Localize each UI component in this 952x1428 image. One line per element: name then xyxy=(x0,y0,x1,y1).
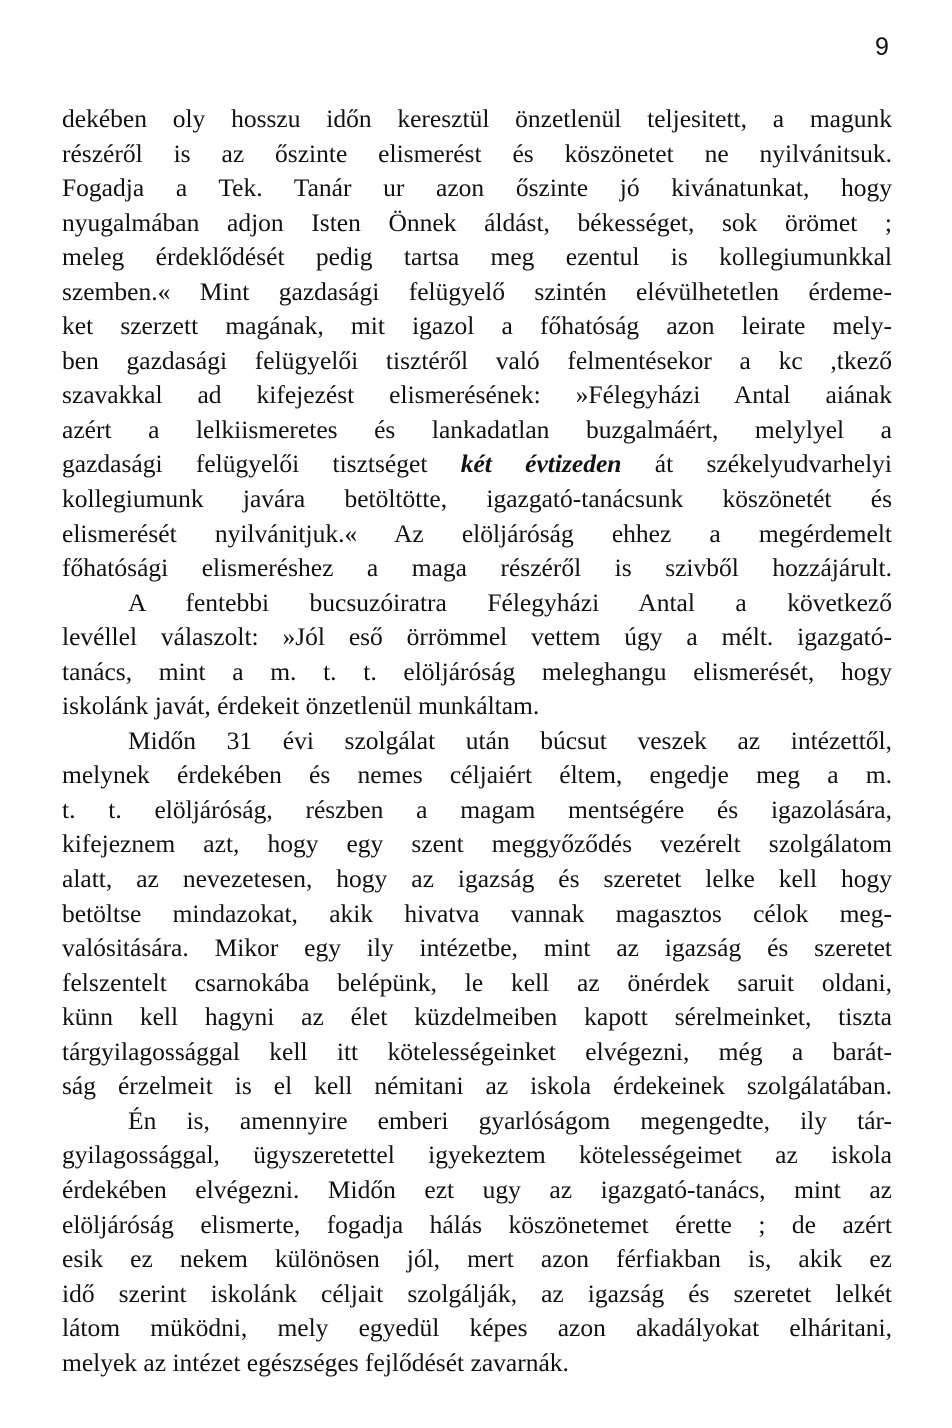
text-line: gyilagossággal, ügyszeretettel igyekeztem kötelességeimet az iskola xyxy=(62,1140,892,1170)
text-line: felszentelt csarnokába belépünk, le kell az önérdek saruit oldani, xyxy=(62,967,892,997)
text-line: ket szerzett magának, mit igazol a főhatóság azon leirate mely- xyxy=(62,311,892,341)
text-line: alatt, az nevezetesen, hogy az igazság és szeretet lelke kell hogy xyxy=(62,864,892,894)
text-line: meleg érdeklődését pedig tartsa meg ezentul is kollegiumunkkal xyxy=(62,242,892,272)
text-line xyxy=(62,447,892,482)
text-line: szemben.« Mint gazdasági felügyelő szintén elévülhetetlen érdeme- xyxy=(62,276,892,306)
text-line: kollegiumunk javára betöltötte, igazgató-tanácsunk köszönetét és xyxy=(62,484,892,514)
text-line: elöljáróság elismerte, fogadja hálás köszönetemet érette ; de azért xyxy=(62,1209,892,1239)
text-line: melynek érdekében és nemes céljaiért éltem, engedje meg a m. xyxy=(62,760,892,790)
text-line: főhatósági elismeréshez a maga részéről is szivből hozzájárult. xyxy=(62,553,892,583)
text-line: Fogadja a Tek. Tanár ur azon őszinte jó kivánatunkat, hogy xyxy=(62,173,892,203)
text-line: nyugalmában adjon Isten Önnek áldást, békességet, sok örömet ; xyxy=(62,207,892,237)
text-line: részéről is az őszinte elismerést és köszönetet ne nyilvánitsuk. xyxy=(62,138,892,168)
text-line: látom müködni, mely egyedül képes azon akadályokat elháritani, xyxy=(62,1313,892,1343)
text-line: idő szerint iskolánk céljait szolgálják, az igazság és szeretet lelkét xyxy=(62,1278,892,1308)
text-line: dekében oly hosszu időn keresztül önzetlenül teljesitett, a magunk xyxy=(62,104,892,133)
body-text xyxy=(62,102,892,1380)
text-line: Midőn 31 évi szolgálat után búcsut veszek az intézettől, xyxy=(128,725,892,755)
text-segment: gazdasági felügyelői tisztséget xyxy=(62,449,461,479)
text-line: ság érzelmeit is el kell némitani az iskola érdekeinek szolgálatában. xyxy=(62,1071,892,1101)
text-line: azért a lelkiismeretes és lankadatlan buzgalmáért, melylyel a xyxy=(62,414,892,444)
text-line: levéllel válaszolt: »Jól eső örrömmel vettem úgy a mélt. igazgató- xyxy=(62,622,892,652)
text-segment: át székelyudvarhelyi xyxy=(621,449,892,479)
text-line: tárgyilagossággal kell itt kötelességeinket elvégezni, még a barát- xyxy=(62,1036,892,1066)
text-line: melyek az intézet egészséges fejlődését zavarnák. xyxy=(62,1347,569,1377)
text-line: kifejeznem azt, hogy egy szent meggyőződés vezérelt szolgálatom xyxy=(62,829,892,859)
text-line: tanács, mint a m. t. t. elöljáróság meleghangu elismerését, hogy xyxy=(62,656,892,686)
text-line: érdekében elvégezni. Midőn ezt ugy az igazgató-tanács, mint az xyxy=(62,1174,892,1204)
text-line: szavakkal ad kifejezést elismerésének: »Félegyházi Antal aiának xyxy=(62,380,892,410)
text-line: esik ez nekem különösen jól, mert azon férfiakban is, akik ez xyxy=(62,1244,892,1274)
text-line: betöltse mindazokat, akik hivatva vannak magasztos célok meg- xyxy=(62,898,892,928)
italic-emphasis: két évtizeden xyxy=(460,449,622,479)
text-line: Én is, amennyire emberi gyarlóságom megengedte, ily tár- xyxy=(128,1105,892,1135)
text-line: A fentebbi bucsuzóiratra Félegyházi Antal a következő xyxy=(128,587,892,617)
text-line: iskolánk javát, érdekeit önzetlenül munkáltam. xyxy=(62,691,540,721)
text-line: valósitására. Mikor egy ily intézetbe, mint az igazság és szeretet xyxy=(62,933,892,963)
page-number: 9 xyxy=(875,33,889,61)
text-line: künn kell hagyni az élet küzdelmeiben kapott sérelmeinket, tiszta xyxy=(62,1002,892,1032)
text-line: ben gazdasági felügyelői tisztéről való felmentésekor a kc ,tkező xyxy=(62,345,892,375)
text-line: elismerését nyilvánitjuk.« Az elöljáróság ehhez a megérdemelt xyxy=(62,518,892,548)
text-line: t. t. elöljáróság, részben a magam mentségére és igazolására, xyxy=(62,794,892,824)
